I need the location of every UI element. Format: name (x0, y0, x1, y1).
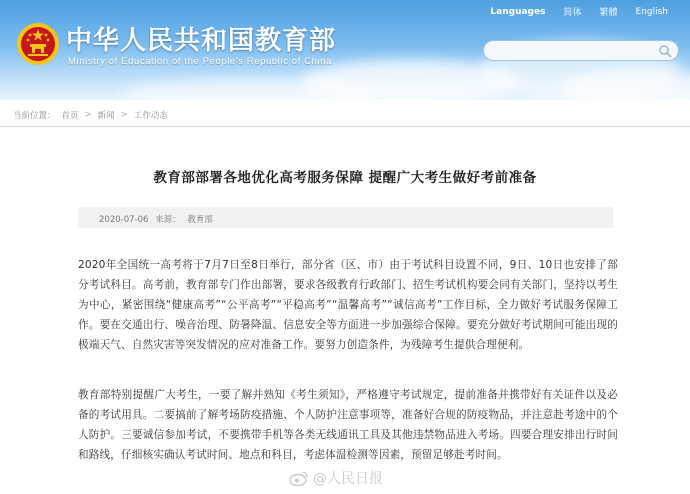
breadcrumb-item-news[interactable]: 新闻 (97, 111, 115, 121)
weibo-watermark (289, 468, 383, 488)
breadcrumb-divider (0, 126, 690, 127)
breadcrumb (13, 109, 168, 121)
search-input[interactable] (483, 40, 679, 61)
watermark-text: @人民日报 (313, 471, 383, 487)
weibo-icon (289, 470, 309, 486)
simplified-chinese-link[interactable]: 简体 (563, 8, 582, 18)
article-paragraph: 教育部特别提醒广大考生，一要了解并熟知《考生须知》，严格遵守考试规定，提前准备并携带好有关证件以及必备的考试用具。二要搞前了解考场防疫措施、个人防护注意事项等，准备好合规的防疫物品，并注意赴考途中的个人防护。三要诚信参加考试，不要携带手机等各类无线通讯工具及其他违禁物品进入考场。四要合理安排出行时间和路线，仔细核实确认考试时间、地点和科目，考虑体温检测等因素，预留足够赴考时间。 (78, 389, 618, 461)
article-paragraph: 2020年全国统一高考将于7月7日至8日举行，部分省（区、市）由于考试科目设置不同，9日、10日也安排了部分考试科目。高考前，教育部专门作出部署，要求各级教育行政部门、招生考试机构要会同有关部门，坚持以考生为中心，紧密围绕“健康高考”“公平高考”“平稳高考”“温馨高考”“诚信高考”工作目标，全力做好考试服务保障工作。要在交通出行、噪音治理、防暑降温、信息安全等方面进一步加强综合保障。要充分做好考试期间可能出现的极端天气、自然灾害等突发情况的应对准备工作。要努力创造条件，为残障考生提供合理便利。 (78, 259, 618, 351)
traditional-chinese-link[interactable]: 繁體 (599, 8, 618, 18)
site-header (0, 0, 690, 100)
publish-date: 2020-07-06 (99, 215, 149, 225)
source-name: 教育部 (187, 215, 213, 225)
breadcrumb-separator: > (120, 110, 128, 120)
breadcrumb-item-work-updates[interactable]: 工作动态 (133, 111, 168, 121)
national-emblem-icon[interactable] (16, 22, 60, 66)
top-links (490, 5, 668, 18)
source-label: 来源： (155, 215, 181, 225)
breadcrumb-item-home[interactable]: 首页 (61, 111, 79, 121)
search-icon[interactable] (658, 44, 672, 58)
breadcrumb-label: 当前位置： (13, 111, 56, 121)
english-link[interactable]: English (635, 6, 668, 17)
article-title: 教育部部署各地优化高考服务保障 提醒广大考生做好考前准备 (153, 170, 537, 186)
site-title[interactable]: 中华人民共和国教育部 (66, 26, 337, 56)
site-subtitle: Ministry of Education of the People's Republic of China (68, 56, 332, 67)
breadcrumb-separator: > (84, 110, 92, 120)
languages-link[interactable]: Languages (490, 6, 546, 17)
article-meta (78, 207, 613, 228)
